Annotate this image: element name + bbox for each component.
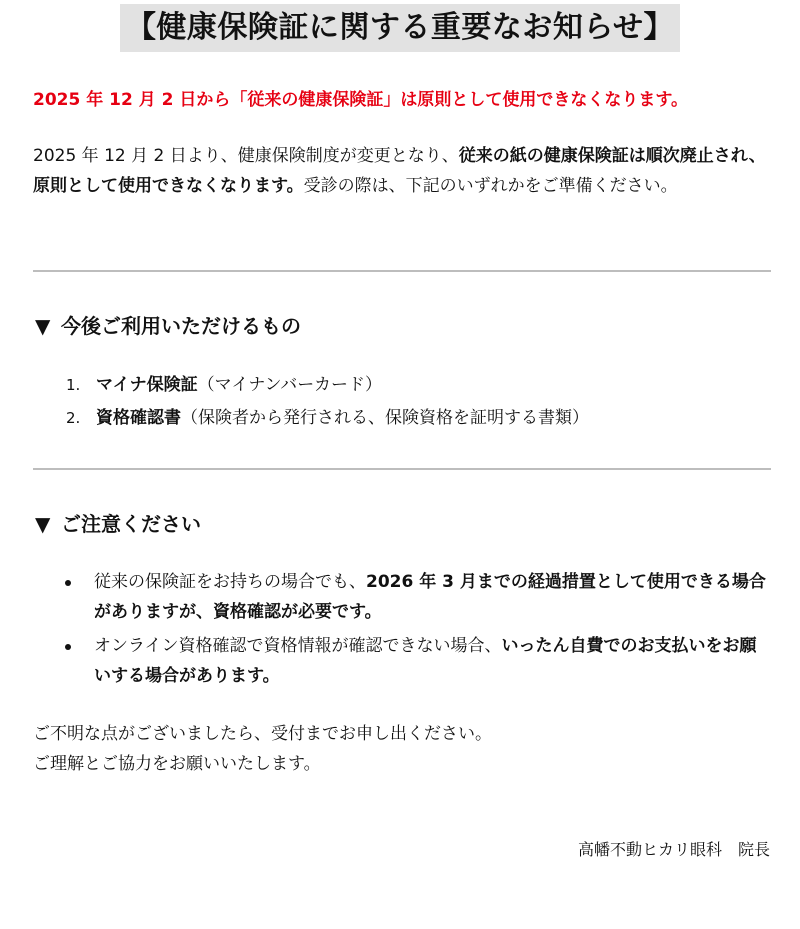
list-item: [60, 631, 770, 691]
caution-items-list: [60, 567, 770, 695]
intro-paragraph: [33, 141, 773, 201]
list-item: [66, 402, 766, 435]
list-item-text: オンライン資格確認で資格情報が確認できない場合、: [94, 636, 502, 656]
list-item-title: マイナ保険証: [96, 375, 198, 395]
section-heading-label: ご注意ください: [61, 512, 201, 536]
section-heading-label: 今後ご利用いただけるもの: [61, 314, 301, 338]
list-item-text: 従来の保険証をお持ちの場合でも、: [94, 572, 366, 592]
list-item: [66, 369, 766, 402]
divider: [33, 468, 771, 470]
list-item-note: （マイナンバーカード）: [197, 375, 382, 395]
intro-text: 2025 年 12 月 2 日より、健康保険制度が変更となり、: [33, 146, 459, 166]
intro-bold-text: 従来の紙の健康保険証は順次廃止され、原則として使用できなくなります。: [33, 146, 766, 196]
list-item: [60, 567, 770, 627]
triangle-down-icon: ▼: [35, 314, 51, 338]
divider: [33, 270, 771, 272]
closing-line: ご理解とご協力をお願いいたします。: [33, 754, 321, 774]
list-item-number: 2.: [66, 409, 81, 427]
section-heading-available: [35, 311, 301, 341]
triangle-down-icon: ▼: [35, 512, 51, 536]
list-item-bold-text: 2026 年 3 月までの経過措置として使用できる場合がありますが、資格確認が必要です。: [94, 572, 766, 622]
bullet-icon: [65, 580, 71, 586]
title-wrapper: [0, 4, 800, 52]
bullet-icon: [65, 644, 71, 650]
notice-title: 【健康保険証に関する重要なお知らせ】: [120, 4, 680, 52]
list-item-note: （保険者から発行される、保険資格を証明する書類）: [181, 408, 589, 428]
list-item-number: 1.: [66, 376, 81, 394]
signature: 高幡不動ヒカリ眼科 院長: [577, 840, 770, 859]
list-item-bold-text: いったん自費でのお支払いをお願いする場合があります。: [94, 636, 757, 686]
list-item-title: 資格確認書: [96, 408, 181, 428]
closing-line: ご不明な点がございましたら、受付までお申し出ください。: [33, 724, 492, 744]
section-heading-caution: [35, 509, 201, 539]
intro-text-end: 受診の際は、下記のいずれかをご準備ください。: [303, 176, 678, 196]
alert-message: 2025 年 12 月 2 日から「従来の健康保険証」は原則として使用できなくなります。: [33, 90, 689, 110]
closing-message: [33, 719, 773, 779]
available-items-list: [66, 369, 766, 435]
